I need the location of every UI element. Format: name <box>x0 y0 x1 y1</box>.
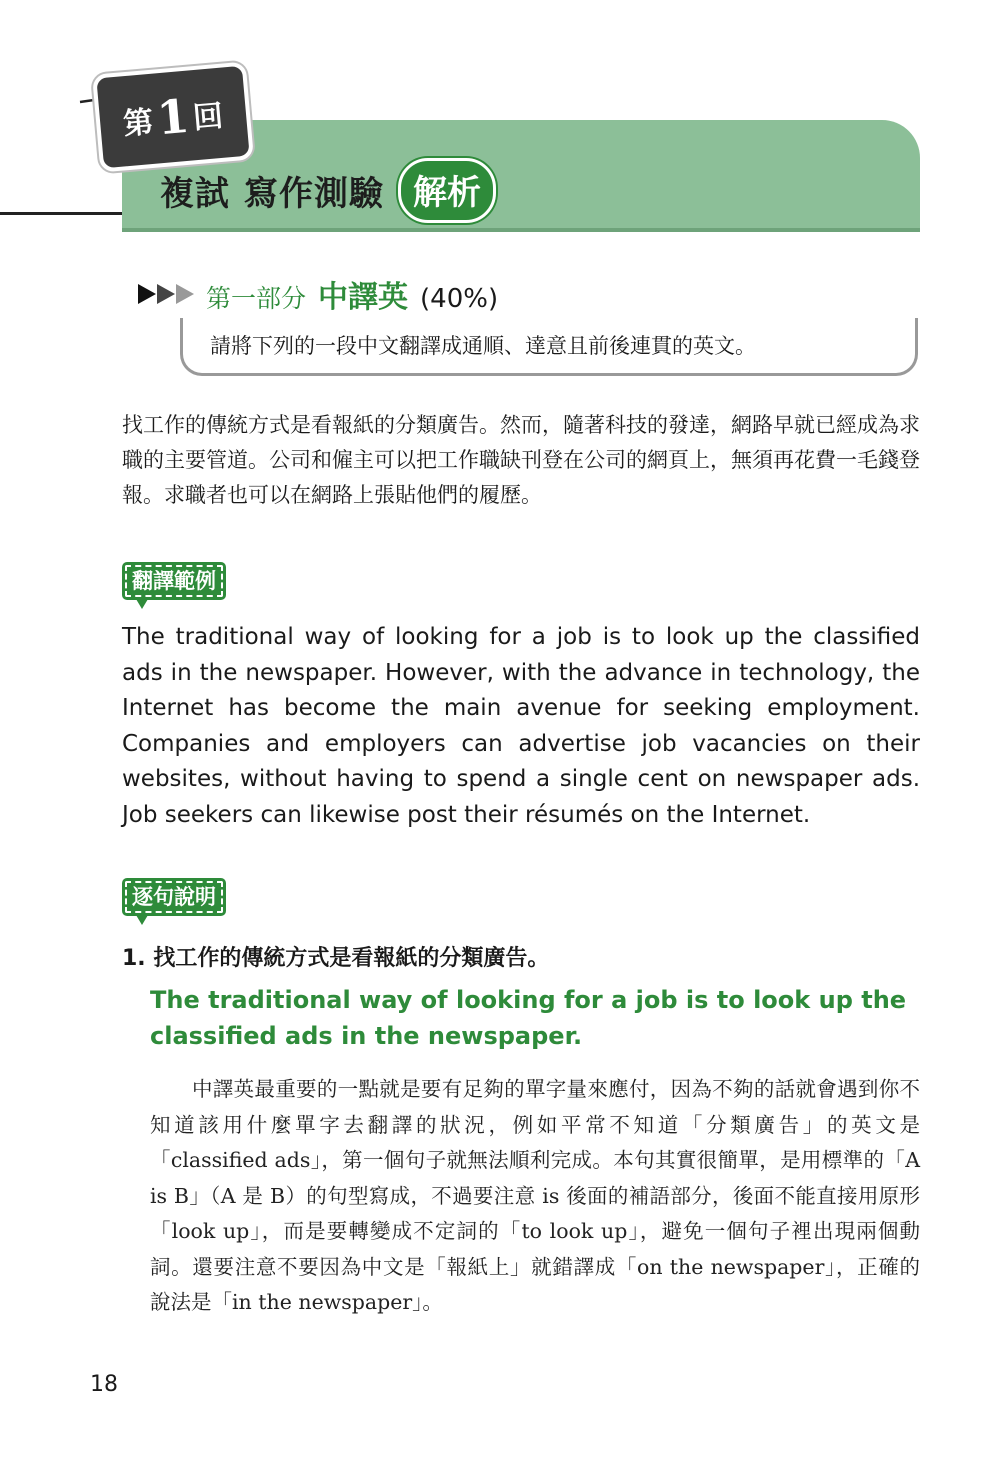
title-part2: 寫作測驗 <box>244 173 384 214</box>
part-label: 第一部分 <box>206 284 307 313</box>
title-highlight-badge: 解析 <box>398 158 496 223</box>
header-rule <box>0 212 130 215</box>
translation-tag: 翻譯範例 <box>122 562 226 600</box>
source-paragraph: 找工作的傳統方式是看報紙的分類廣告。然而，隨著科技的發達，網路早就已經成為求職的主要管道。公司和僱主可以把工作職缺刊登在公司的網頁上，無須再花費一毛錢登報。求職者也可以在網路上張貼他們的履歷。 <box>122 413 920 507</box>
triple-arrow-icon <box>138 284 194 304</box>
sentence-english: The traditional way of looking for a job is to look up the classified ads in the newspaper. <box>150 986 907 1050</box>
sentence-explanation: 中譯英最重要的一點就是要有足夠的單字量來應付，因為不夠的話就會遇到你不知道該用什麼單字去翻譯的狀況，例如平常不知道「分類廣告」的英文是「classified ads」，第一個句子就無法順利完成。本句其實很簡單，是用標準的「A is B」（A 是 B）的句型寫成，不過要注意 is 後面的補語部分，後面不能直接用原形「look up」，而是要轉變成不定詞的「to look up」，避免一個句子裡出現兩個動詞。還要注意不要因為中文是「報紙上」就錯譯成「on the newspaper」，正確的說法是「in the newspaper」。 <box>150 1077 920 1314</box>
sentence-chinese: 找工作的傳統方式是看報紙的分類廣告。 <box>153 946 550 971</box>
page-number: 18 <box>90 1372 118 1397</box>
round-tab <box>92 61 254 172</box>
title-part1: 複試 <box>160 173 230 214</box>
sentence-number: 1. <box>122 946 146 971</box>
part-heading <box>138 272 498 316</box>
page-title <box>160 162 496 218</box>
round-number: 1 <box>154 88 192 146</box>
instruction-text: 請將下列的一段中文翻譯成通順、達意且前後連貫的英文。 <box>210 334 756 358</box>
round-suffix: 回 <box>191 98 225 137</box>
sentence-item-heading <box>122 941 549 972</box>
translation-paragraph: The traditional way of looking for a job is to look up the classified ads in the newspaper. However, with the advance in technology, the Internet has become the main avenue for seeking employment. Companies and employers can advertise job vacancies on their websites, without having to spend a single cent on newspaper ads. Job seekers can likewise post their résumés on the Internet. <box>122 624 920 828</box>
round-prefix: 第 <box>121 104 155 143</box>
explanation-tag: 逐句說明 <box>122 878 226 916</box>
part-percent: (40%) <box>420 284 499 314</box>
part-title: 中譯英 <box>318 280 409 315</box>
